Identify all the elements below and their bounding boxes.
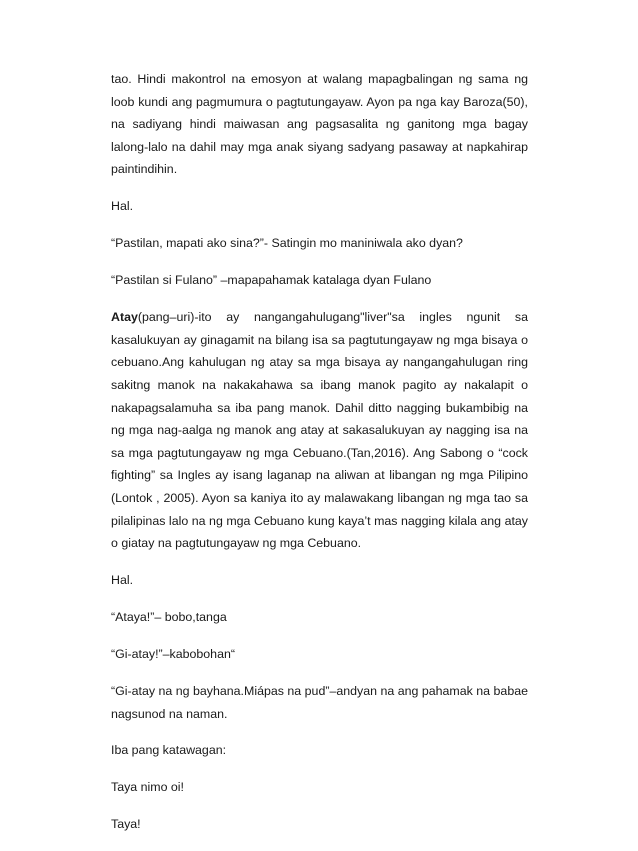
example-pastilan-1: “Pastilan, mapati ako sina?”- Satingin mo maniniwala ako dyan?	[111, 236, 463, 251]
paragraph-atay	[111, 306, 528, 555]
term-atay: Atay	[111, 310, 138, 325]
document-page	[111, 68, 528, 851]
example-gi-atay-bayhana: “Gi-atay na ng bayhana.Miápas na pud”–andyan na ang pahamak na babae nagsunod na naman.	[111, 684, 528, 721]
atay-definition: (pang–uri)-ito ay nangangahulugang"liver"sa ingles ngunit sa kasalukuyan ay ginagamit na bilang isa sa pagtutungayaw ng mga bisaya o cebuano.Ang kahulugan ng atay sa mga bisaya ay nangangahulugan ring sakitng manok na nakakahawa sa ibang manok pagito ay nakalapit o nakapagsalamuha sa iba pang manok. Dahil ditto nagging bukambibig na ng mga nag-aalga ng manok ang atay at sakasalukuyan ay nagging isa na sa mga pagtutungayaw ng mga Cebuano.(Tan,2016). Ang Sabong o “cock fighting” sa Ingles ay isang laganap na aliwan at libangan ng mga Pilipino (Lontok , 2005). Ayon sa kaniya ito ay malawakang libangan ng mga tao sa pilalipinas lalo na ng mga Cebuano kung kaya’t mas nagging kilala ang atay o giatay na pagtutungayaw ng mga Cebuano.	[111, 310, 528, 551]
iba-pang-katawagan: Iba pang katawagan:	[111, 743, 227, 758]
example-taya-nimo: Taya nimo oi!	[111, 780, 184, 795]
example-gi-atay: “Gi-atay!”–kabobohan“	[111, 646, 235, 661]
hal-label-2: Hal.	[111, 572, 134, 587]
example-pastilan-2: “Pastilan si Fulano” –mapapahamak katalaga dyan Fulano	[111, 273, 432, 288]
example-ataya: “Ataya!”– bobo,tanga	[111, 609, 227, 624]
example-taya: Taya!	[111, 817, 141, 832]
hal-label: Hal.	[111, 198, 134, 213]
paragraph-intro: tao. Hindi makontrol na emosyon at walang mapagbalingan ng sama ng loob kundi ang pagmumura o pagtutungayaw. Ayon pa nga kay Baroza(50), na sadiyang hindi maiwasan ang pagsasalita ng ganitong mga bagay lalong-lalo na dahil may mga anak siyang sadyang pasaway at napkahirap paintindihin.	[111, 72, 528, 177]
